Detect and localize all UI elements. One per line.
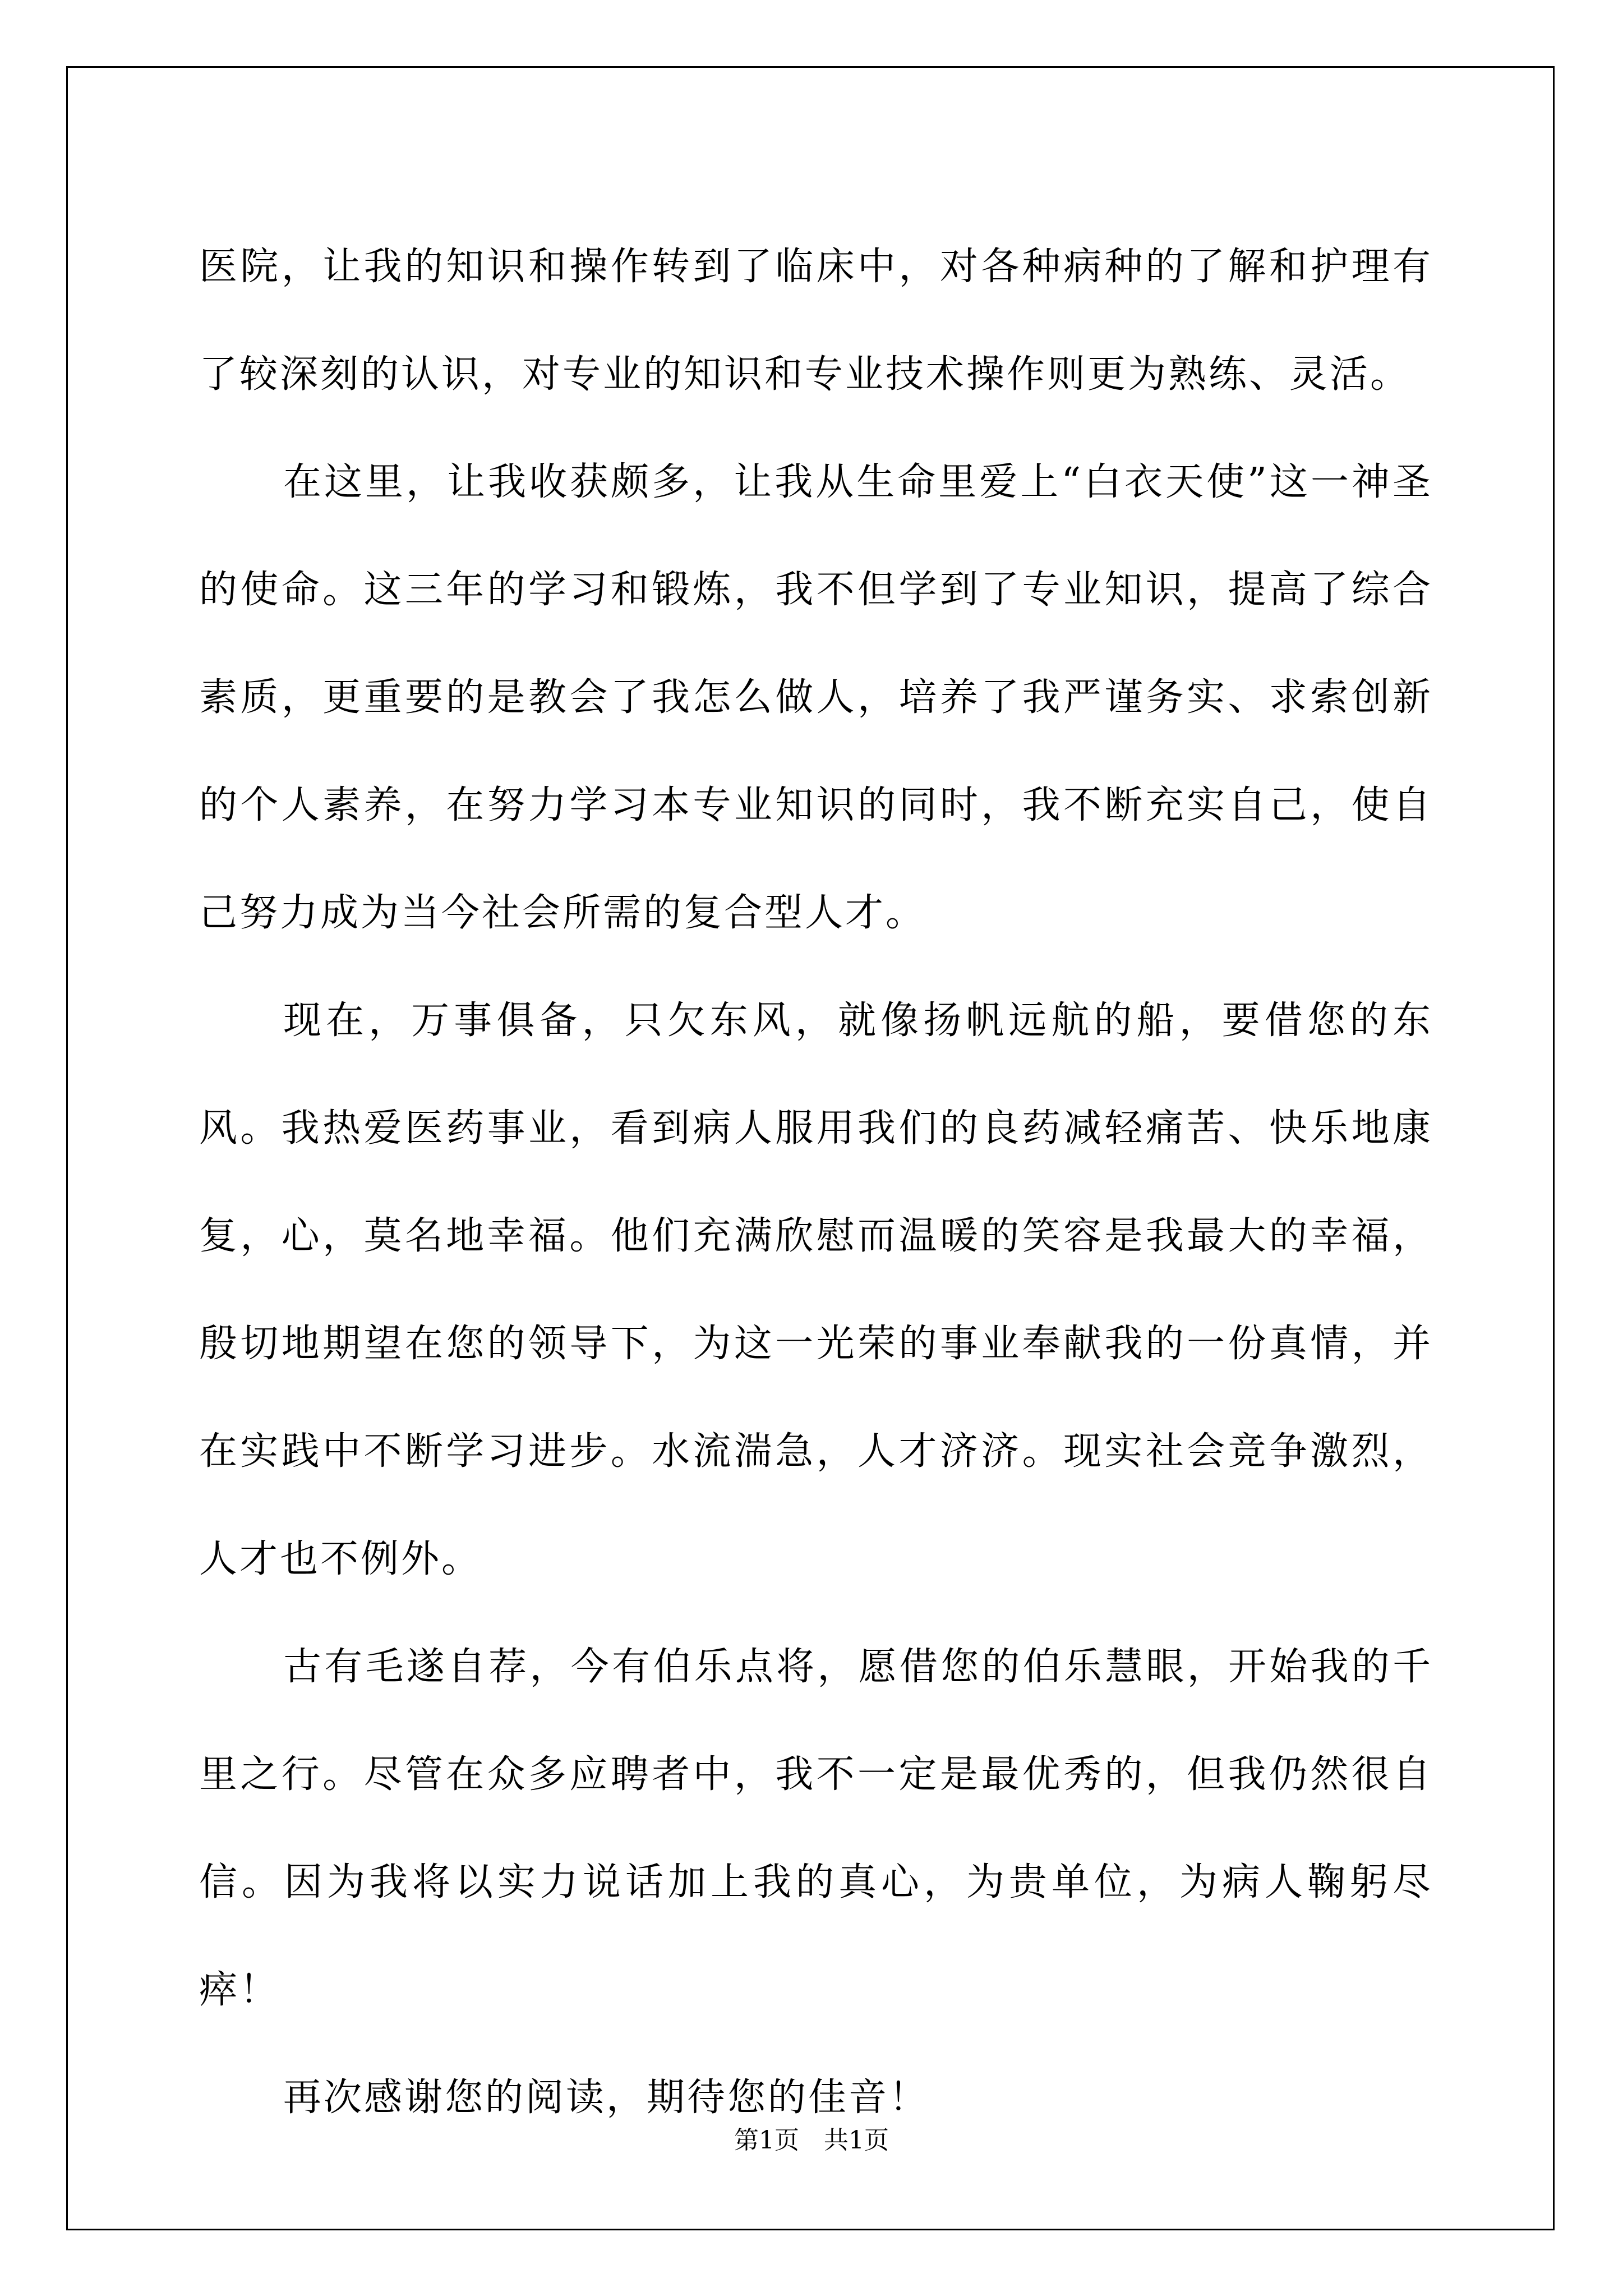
paragraph-2: 在这里，让我收获颇多，让我从生命里爱上“白衣天使”这一神圣的使命。这三年的学习和锻炼，我不但学到了专业知识，提高了综合素质，更重要的是教会了我怎么做人，培养了我严谨务实、求索创新的个人素养，在努力学习本专业知识的同时，我不断充实自己，使自己努力成为当今社会所需的复合型人才。 [199, 460, 1433, 935]
paragraph-5: 再次感谢您的阅读，期待您的佳音！ [283, 2076, 930, 2120]
document-body [199, 213, 1433, 2152]
page-number-footer: 第1页 共1页 [734, 2126, 889, 2155]
paragraph-3: 现在，万事俱备，只欠东风，就像扬帆远航的船，要借您的东风。我热爱医药事业，看到病人服用我们的良药减轻痛苦、快乐地康复，心，莫名地幸福。他们充满欣慰而温暖的笑容是我最大的幸福，殷切地期望在您的领导下，为这一光荣的事业奉献我的一份真情，并在实践中不断学习进步。水流湍急，人才济济。现实社会竞争激烈，人才也不例外。 [199, 999, 1433, 1581]
paragraph-1: 医院，让我的知识和操作转到了临床中，对各种病种的了解和护理有了较深刻的认识，对专业的知识和专业技术操作则更为熟练、灵活。 [199, 245, 1433, 397]
paragraph-4: 古有毛遂自荐，今有伯乐点将，愿借您的伯乐慧眼，开始我的千里之行。尽管在众多应聘者中，我不一定是最优秀的，但我仍然很自信。因为我将以实力说话加上我的真心，为贵单位，为病人鞠躬尽瘁！ [199, 1645, 1433, 2012]
